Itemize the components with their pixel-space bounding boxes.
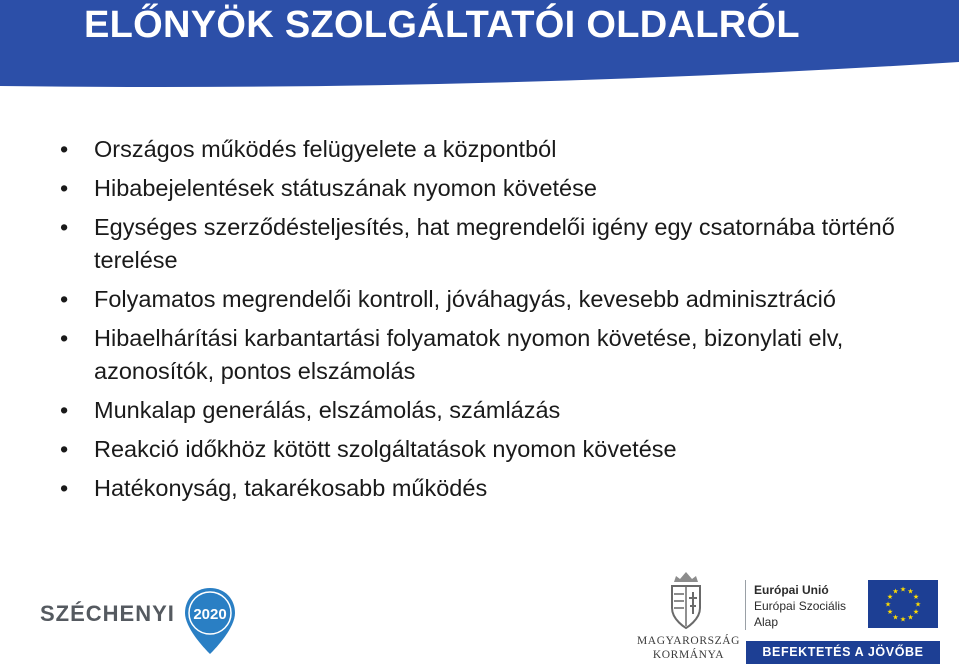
eu-line: Európai Unió (754, 583, 829, 597)
eu-star: ★ (884, 601, 892, 609)
eu-star: ★ (907, 588, 914, 596)
eu-slogan-band: BEFEKTETÉS A JÖVŐBE (746, 641, 940, 664)
bullet-item: • Országos működés felügyelete a központból (60, 133, 940, 166)
bullet-item: • Hibaelhárítási karbantartási folyamatok nyomon követése, bizonylati elv, azonosítók, pontos elszámolás (60, 322, 940, 388)
bullet-item: • Hatékonyság, takarékosabb működés (60, 472, 940, 505)
eu-star: ★ (899, 616, 907, 624)
eu-stars (868, 580, 938, 628)
bullet-list (60, 133, 940, 511)
eu-line: Alap (754, 615, 779, 629)
eu-star: ★ (886, 594, 894, 601)
bullet-item: • Reakció időkhöz kötött szolgáltatások nyomon követése (60, 433, 940, 466)
title-bar (0, 0, 959, 92)
bullet-item: • Folyamatos megrendelői kontroll, jóváhagyás, kevesebb adminisztráció (60, 283, 940, 316)
szechenyi-logo (36, 586, 236, 656)
eu-star: ★ (907, 614, 914, 622)
bullet-item: • Munkalap generálás, elszámolás, számlázás (60, 394, 940, 427)
eu-flag-icon (868, 580, 938, 628)
bullet-item: • Hibabejelentések státuszának nyomon követése (60, 172, 940, 205)
slide-title: ELŐNYÖK SZOLGÁLTATÓI OLDALRÓL (84, 4, 800, 46)
szechenyi-year: 2020 (193, 606, 227, 623)
coat-of-arms-icon (664, 568, 708, 632)
eu-star: ★ (912, 609, 920, 616)
eu-line: Európai Szociális (754, 599, 847, 613)
eu-star: ★ (892, 588, 899, 596)
eu-star: ★ (886, 609, 894, 616)
eu-star: ★ (912, 594, 920, 601)
eu-star: ★ (899, 586, 907, 594)
government-line: KORMÁNYA (652, 649, 725, 661)
szechenyi-label: SZÉCHENYI (40, 601, 175, 626)
government-logo-text (636, 634, 741, 662)
eu-label (754, 582, 846, 630)
eu-star: ★ (914, 601, 922, 609)
eu-star: ★ (892, 614, 899, 622)
government-line: MAGYARORSZÁG (636, 635, 741, 647)
eu-divider (745, 580, 746, 630)
bullet-item: • Egységes szerződésteljesítés, hat megrendelői igény egy csatornába történő terelése (60, 211, 940, 277)
